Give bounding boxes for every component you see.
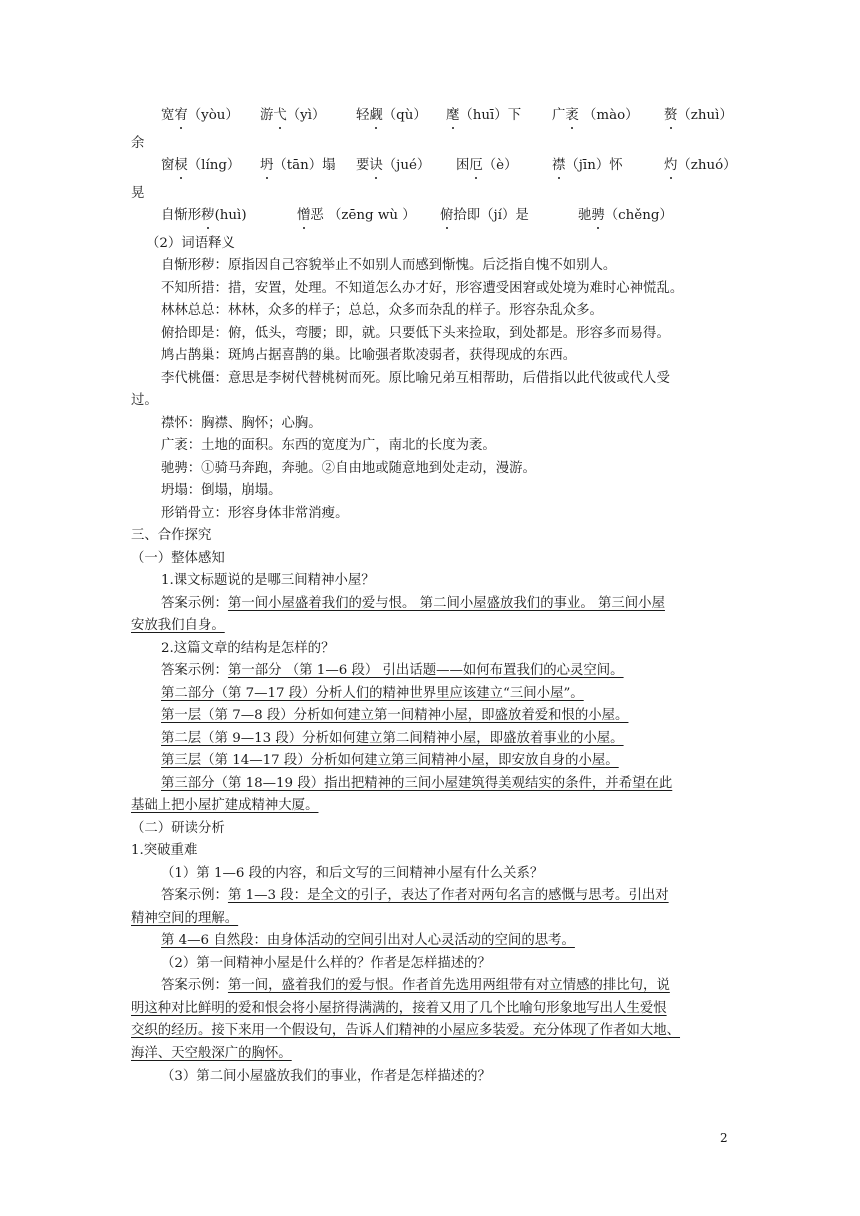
definition-line: 襟怀：胸襟、胸怀；心胸。	[161, 416, 322, 431]
answer-line: 答案示例：第一间小屋盛着我们的爱与恨。 第二间小屋盛放我们的事业。 第三间小屋	[161, 596, 665, 611]
vocab-item: 自惭形秽(huì)	[161, 205, 247, 227]
question-line: 2.这篇文章的结构是怎样的？	[161, 641, 335, 656]
pronunciation-wrap: 余	[131, 136, 145, 151]
answer-line: 第二部分（第 7—17 段）分析人们的精神世界里应该建立“三间小屋”。	[161, 686, 584, 701]
answer-line: 第 4—6 自然段：由身体活动的空间引出对人心灵活动的空间的思考。	[161, 933, 575, 948]
definition-line: 不知所措：措，安置，处理。不知道怎么办才好，形容遭受困窘或处境为难时心神慌乱。	[161, 281, 684, 296]
vocab-item: 广袤 （mào）	[552, 105, 639, 127]
vocab-item: 憎恶 （zēng wù ）	[297, 205, 416, 227]
definition-line: 林林总总：林林，众多的样子；总总，众多而杂乱的样子。形容杂乱众多。	[161, 303, 603, 318]
question-line: （1）第 1—6 段的内容，和后文写的三间精神小屋有什么关系？	[161, 866, 544, 881]
vocab-item: 宽宥（yòu）	[161, 105, 239, 127]
subsection-heading: （一）整体感知	[131, 551, 225, 566]
vocab-item: 俯拾即（jí）是	[440, 205, 529, 227]
answer-line: 第一层（第 7—8 段）分析如何建立第一间精神小屋，即盛放着爱和恨的小屋。	[161, 708, 629, 723]
question-line: （3）第二间小屋盛放我们的事业，作者是怎样描述的？	[161, 1069, 491, 1084]
answer-line: 答案示例：第一间，盛着我们的爱与恨。作者首先选用两组带有对立情感的排比句，说	[161, 978, 670, 993]
answer-line: 基础上把小屋扩建成精神大厦。	[131, 798, 319, 813]
definition-line: 驰骋：①骑马奔跑，奔驰。②自由地或随意地到处走动，漫游。	[161, 461, 536, 476]
subsection-heading: （二）研读分析	[131, 821, 225, 836]
definition-line: 自惭形秽：原指因自己容貌举止不如别人而感到惭愧。后泛指自愧不如别人。	[161, 258, 617, 273]
vocab-item: 困厄（è）	[456, 155, 518, 177]
pronunciation-wrap: 晃	[131, 186, 145, 201]
page-number: 2	[720, 1131, 728, 1145]
vocab-item: 麾（huī）下	[446, 105, 521, 127]
answer-line: 第三部分（第 18—19 段）指出把精神的三间小屋建筑得美观结实的条件，并希望在此	[161, 776, 673, 791]
vocab-item: 游弋（yì）	[260, 105, 325, 127]
answer-line: 精神空间的理解。	[131, 911, 239, 926]
answer-line: 海洋、天空般深广的胸怀。	[131, 1046, 292, 1061]
definition-line: 形销骨立：形容身体非常消瘦。	[161, 506, 349, 521]
answer-line: 第二层（第 9—13 段）分析如何建立第二间精神小屋，即盛放着事业的小屋。	[161, 731, 624, 746]
definition-line: 坍塌：倒塌，崩塌。	[161, 483, 282, 498]
answer-line: 交织的经历。接下来用一个假设句，告诉人们精神的小屋应多装爱。充分体现了作者如大地、	[131, 1023, 681, 1038]
question-line: 1.课文标题说的是哪三间精神小屋？	[161, 573, 375, 588]
vocab-item: 坍（tān）塌	[260, 155, 336, 177]
vocab-item: 灼（zhuó）	[664, 155, 737, 177]
vocab-item: 要诀（jué）	[356, 155, 430, 177]
answer-line: 答案示例：第 1—3 段：是全文的引子，表达了作者对两句名言的感慨与思考。引出对	[161, 888, 669, 903]
definition-line: 鸠占鹊巢：斑鸠占据喜鹊的巢。比喻强者欺凌弱者，获得现成的东西。	[161, 348, 577, 363]
definition-line: 广袤：土地的面积。东西的宽度为广，南北的长度为袤。	[161, 438, 496, 453]
answer-line: 第三层（第 14—17 段）分析如何建立第三间精神小屋，即安放自身的小屋。	[161, 753, 619, 768]
subsection-heading: （2）词语释义	[146, 236, 235, 251]
answer-line: 明这种对比鲜明的爱和恨会将小屋挤得满满的，接着又用了几个比喻句形象地写出人生爱恨	[131, 1001, 667, 1016]
vocab-item: 窗棂（líng）	[161, 155, 240, 177]
definition-line: 过。	[131, 393, 158, 408]
question-line: （2）第一间精神小屋是什么样的？作者是怎样描述的？	[161, 956, 491, 971]
definition-line: 俯拾即是：俯，低头，弯腰；即，就。只要低下头来捡取，到处都是。形容多而易得。	[161, 326, 670, 341]
vocab-item: 襟（jīn）怀	[552, 155, 623, 177]
answer-line: 安放我们自身。	[131, 618, 225, 633]
answer-line: 答案示例：第一部分 （第 1—6 段） 引出话题——如何布置我们的心灵空间。	[161, 663, 624, 678]
definition-line: 李代桃僵：意思是李树代替桃树而死。原比喻兄弟互相帮助，后借指以此代彼或代人受	[161, 371, 670, 386]
section-heading: 三、合作探究	[131, 528, 212, 543]
vocab-item: 赘（zhuì）	[664, 105, 733, 127]
vocab-item: 驰骋（chěng）	[578, 205, 673, 227]
subsection-heading: 1.突破重难	[131, 843, 198, 858]
vocab-item: 轻觑（qù）	[356, 105, 427, 127]
